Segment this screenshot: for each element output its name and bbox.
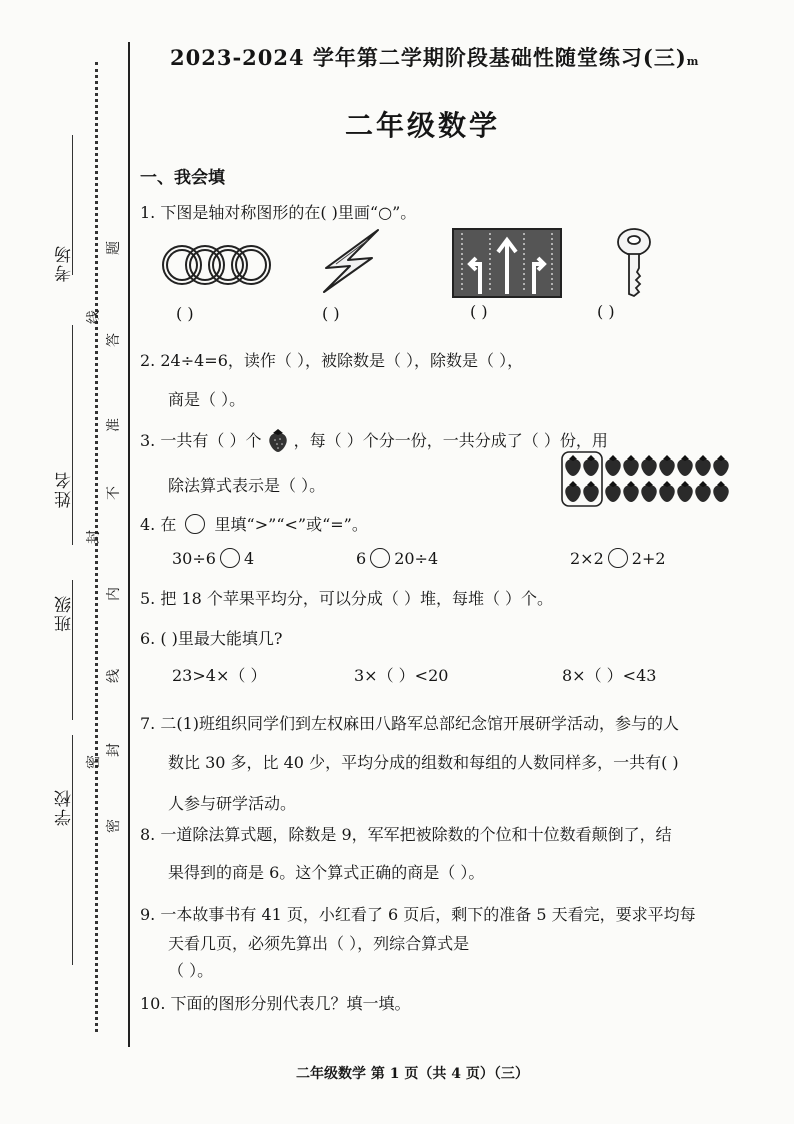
field-underline-name xyxy=(72,325,73,545)
field-label-class: 班级 xyxy=(55,594,75,632)
question-4-part-b: 里填“>”“<”或“=”。 xyxy=(214,515,368,534)
field-label-exam-room: 考场 xyxy=(55,244,75,282)
seal-word: 题 xyxy=(106,241,122,255)
question-6-item-3: 8×（ ）<43 xyxy=(562,666,657,685)
exam-subtitle: 二年级数学 xyxy=(345,109,501,142)
seal-word: 密 xyxy=(106,819,122,833)
dotted-cut-line xyxy=(95,62,98,1032)
compare-item-3 xyxy=(570,548,666,568)
question-9-line2: 天看几页，必须先算出（ ），列综合算式是 xyxy=(168,934,470,953)
answer-blank[interactable]: ( ) xyxy=(470,302,488,321)
question-6-item-2: 3×（ ）<20 xyxy=(354,666,449,685)
question-3-line2: 除法算式表示是（ ）。 xyxy=(168,476,326,495)
four-rings-figure xyxy=(160,242,272,288)
binding-border-line xyxy=(128,42,130,1047)
compare-circle[interactable] xyxy=(608,548,628,568)
question-8-line2: 果得到的商是 6。这个算式正确的商是（ ）。 xyxy=(168,863,485,882)
seal-word: 内 xyxy=(106,587,122,601)
compare-left: 2×2 xyxy=(570,549,604,568)
exam-title xyxy=(170,42,699,72)
answer-blank[interactable]: ( ) xyxy=(322,304,340,323)
question-4-text xyxy=(140,512,368,535)
question-6-text: 6. ( )里最大能填几? xyxy=(140,629,283,648)
compare-left: 30÷6 xyxy=(172,549,216,568)
compare-item-2 xyxy=(356,548,438,568)
strawberry-group-figure xyxy=(560,450,740,508)
compare-circle[interactable] xyxy=(370,548,390,568)
lightning-figure xyxy=(320,228,380,294)
seal-word: 不 xyxy=(106,486,122,500)
question-7-line3: 人参与研学活动。 xyxy=(168,794,297,813)
question-7-line2: 数比 30 多，比 40 少，平均分成的组数和每组的人数同样多，一共有( ) xyxy=(168,753,679,772)
question-4-part-a: 4. 在 xyxy=(140,515,177,534)
title-mark: m xyxy=(686,55,700,68)
compare-right: 20÷4 xyxy=(394,549,439,568)
exam-title-text: 2023-2024 学年第二学期阶段基础性随堂练习(三) xyxy=(170,45,687,70)
compare-right: 4 xyxy=(243,549,255,568)
page-footer: 二年级数学 第 1 页（共 4 页）（三） xyxy=(296,1066,529,1082)
section-heading: 一、我会填 xyxy=(140,168,225,188)
road-sign-figure xyxy=(452,228,562,298)
field-label-school: 学校 xyxy=(55,788,75,826)
seal-word: 答 xyxy=(106,333,122,347)
question-9-line3: （ ）。 xyxy=(168,961,214,980)
strawberry-icon xyxy=(267,427,289,453)
seal-word: 封 xyxy=(106,743,122,757)
compare-item-1 xyxy=(172,548,254,568)
binding-strip xyxy=(0,0,140,1124)
question-6-item-1: 23>4×（ ） xyxy=(172,666,267,685)
compare-left: 6 xyxy=(356,549,367,568)
field-underline-school xyxy=(72,735,73,965)
seal-word: 线 xyxy=(106,669,122,683)
question-2-line2: 商是（ ）。 xyxy=(168,390,246,409)
question-8-line1: 8. 一道除法算式题，除数是 9，军军把被除数的个位和十位数看颠倒了，结 xyxy=(140,825,672,844)
question-5-text: 5. 把 18 个苹果平均分，可以分成（ ）堆，每堆（ ）个。 xyxy=(140,589,554,608)
seal-word-side: 密 xyxy=(86,755,102,769)
seal-word: 准 xyxy=(106,418,122,432)
answer-blank[interactable]: ( ) xyxy=(597,302,615,321)
key-figure xyxy=(610,226,658,298)
seal-word-side: 封 xyxy=(86,530,102,544)
question-10-text: 10. 下面的图形分别代表几？填一填。 xyxy=(140,994,411,1013)
compare-right: 2+2 xyxy=(631,549,666,568)
question-3-line1 xyxy=(140,427,608,453)
circle-blank-icon xyxy=(185,514,205,534)
question-3-part-b: ，每（ ）个分一份，一共分成了（ ）份，用 xyxy=(293,431,608,450)
field-label-name: 姓名 xyxy=(55,470,75,508)
question-2-line1: 2. 24÷4=6，读作（ ），被除数是（ ），除数是（ ）， xyxy=(140,351,524,370)
answer-blank[interactable]: ( ) xyxy=(176,304,194,323)
seal-word-side: 线 xyxy=(86,310,102,324)
question-1-text: 1. 下图是轴对称图形的在( )里画“○”。 xyxy=(140,203,417,222)
question-7-line1: 7. 二(1)班组织同学们到左权麻田八路军总部纪念馆开展研学活动，参与的人 xyxy=(140,714,680,733)
question-9-line1: 9. 一本故事书有 41 页，小红看了 6 页后，剩下的准备 5 天看完，要求平均每 xyxy=(140,905,696,924)
compare-circle[interactable] xyxy=(220,548,240,568)
question-3-part-a: 3. 一共有（ ）个 xyxy=(140,431,262,450)
